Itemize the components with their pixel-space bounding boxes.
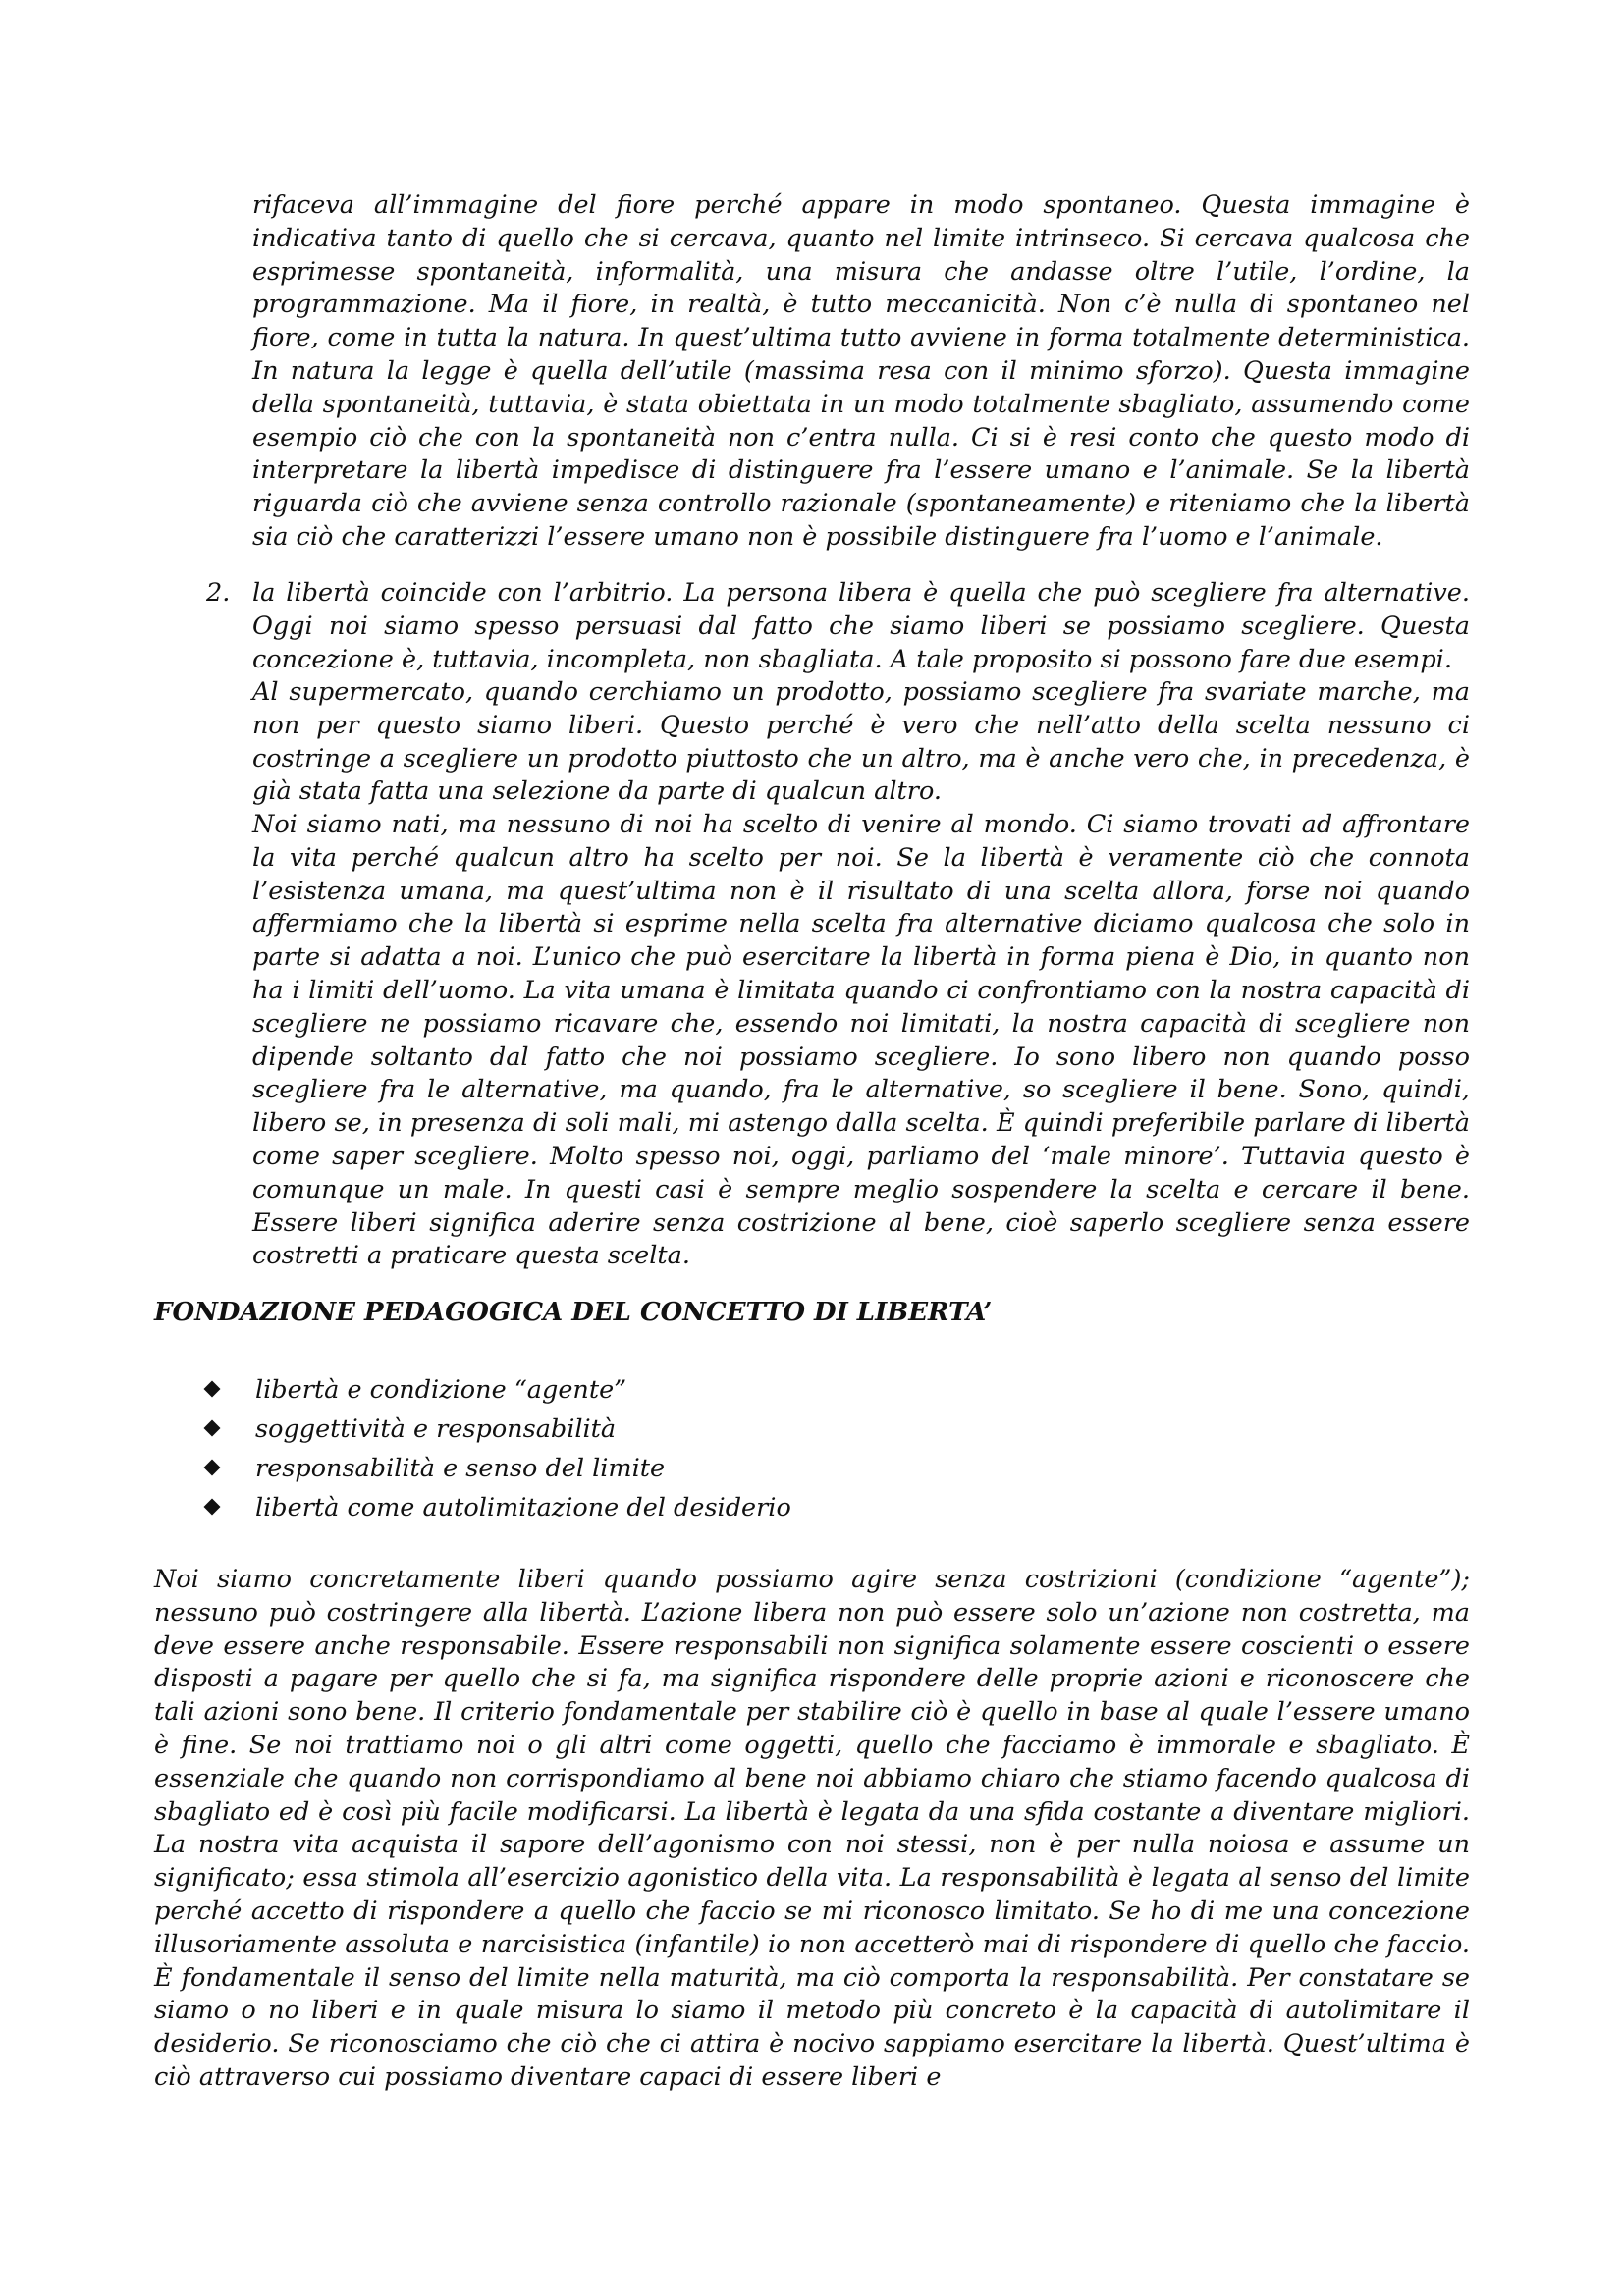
bullet-item: [206, 1410, 791, 1449]
section-paragraph: Noi siamo concretamente liberi quando possiamo agire senza costrizioni (condizione “agente”); nessuno può costringere alla libertà. L’azione libera non può essere solo un’azione non costretta, ma deve essere anche responsabile. Essere responsabili non significa solamente essere coscienti o essere disposti a pagare per quello che si fa, ma significa rispondere delle proprie azioni e riconoscere che tali azioni sono bene. Il criterio fondamentale per stabilire ciò è quello in base al quale l’essere umano è fine. Se noi trattiamo noi o gli altri come oggetti, quello che facciamo è immorale e sbagliato. È essenziale che quando non corrispondiamo al bene noi abbiamo chiaro che stiamo facendo qualcosa di sbagliato ed è così più facile modificarsi. La libertà è legata da una sfida costante a diventare migliori. La nostra vita acquista il sapore dell’agonismo con noi stessi, non è per nulla noiosa e assume un significato; essa stimola all’esercizio agonistico della vita. La responsabilità è legata al senso del limite perché accetto di rispondere a quello che faccio se mi riconosco limitato. Se ho di me una concezione illusoriamente assoluta e narcisistica (infantile) io non accetterò mai di rispondere di quello che faccio. È fondamentale il senso del limite nella maturità, ma ciò comporta la responsabilità. Per constatare se siamo o no liberi e in quale misura lo siamo il metodo più concreto è la capacità di autolimitare il desiderio. Se riconosciamo che ciò che ci attira è nocivo sappiamo esercitare la libertà. Quest’ultima è ciò attraverso cui possiamo diventare capaci di essere liberi e: [154, 1565, 1470, 2092]
bullet-text: responsabilità e senso del limite: [255, 1454, 666, 1483]
diamond-bullet-icon: [204, 1460, 221, 1476]
bullet-item: [206, 1488, 791, 1527]
bullet-list: [206, 1370, 791, 1527]
diamond-bullet-icon: [204, 1420, 221, 1437]
bullet-text: libertà e condizione “agente”: [255, 1375, 627, 1405]
list-item-text: la libertà coincide con l’arbitrio. La persona libera è quella che può scegliere fra alternative. Oggi noi siamo spesso persuasi dal fatto che siamo liberi se possiamo scegliere. Questa concezione è, tuttavia, incompleta, non sbagliata. A tale proposito si possono fare due esempi.: [252, 578, 1470, 674]
section-heading: FONDAZIONE PEDAGOGICA DEL CONCETTO DI LIBERTA’: [154, 1298, 993, 1327]
diamond-bullet-icon: [204, 1381, 221, 1398]
bullet-text: soggettività e responsabilità: [255, 1415, 617, 1444]
list-item-number: 2.: [206, 578, 231, 608]
bullet-item: [206, 1449, 791, 1488]
continuation-paragraph: rifaceva all’immagine del fiore perché appare in modo spontaneo. Questa immagine è indicativa tanto di quello che si cercava, quanto nel limite intrinseco. Si cercava qualcosa che esprimesse spontaneità, informalità, una misura che andasse oltre l’utile, l’ordine, la programmazione. Ma il fiore, in realtà, è tutto meccanicità. Non c’è nulla di spontaneo nel fiore, come in tutta la natura. In quest’ultima tutto avviene in forma totalmente deterministica. In natura la legge è quella dell’utile (massima resa con il minimo sforzo). Questa immagine della spontaneità, tuttavia, è stata obiettata in un modo totalmente sbagliato, assumendo come esempio ciò che con la spontaneità non c’entra nulla. Ci si è resi conto che questo modo di interpretare la libertà impedisce di distinguere fra l’essere umano e l’animale. Se la libertà riguarda ciò che avviene senza controllo razionale (spontaneamente) e riteniamo che la libertà sia ciò che caratterizzi l’essere umano non è possibile distinguere fra l’uomo e l’animale.: [252, 190, 1470, 552]
bullet-item: [206, 1370, 791, 1410]
example-paragraph-supermarket: Al supermercato, quando cerchiamo un prodotto, possiamo scegliere fra svariate marche, ma non per questo siamo liberi. Questo perché è vero che nell’atto della scelta nessuno ci costringe a scegliere un prodotto piuttosto che un altro, ma è anche vero che, in precedenza, è già stata fatta una selezione da parte di qualcun altro.: [252, 677, 1470, 807]
diamond-bullet-icon: [204, 1499, 221, 1516]
bullet-text: libertà come autolimitazione del desiderio: [255, 1493, 791, 1522]
example-paragraph-birth: Noi siamo nati, ma nessuno di noi ha scelto di venire al mondo. Ci siamo trovati ad affrontare la vita perché qualcun altro ha scelto per noi. Se la libertà è veramente ciò che connota l’esistenza umana, ma quest’ultima non è il risultato di una scelta allora, forse noi quando affermiamo che la libertà si esprime nella scelta fra alternative diciamo qualcosa che solo in parte si adatta a noi. L’unico che può esercitare la libertà in forma piena è Dio, in quanto non ha i limiti dell’uomo. La vita umana è limitata quando ci confrontiamo con la nostra capacità di scegliere ne possiamo ricavare che, essendo noi limitati, la nostra capacità di scegliere non dipende soltanto dal fatto che noi possiamo scegliere. Io sono libero non quando posso scegliere fra le alternative, ma quando, fra le alternative, so scegliere il bene. Sono, quindi, libero se, in presenza di soli mali, mi astengo dalla scelta. È quindi preferibile parlare di libertà come saper scegliere. Molto spesso noi, oggi, parliamo del ‘male minore’. Tuttavia questo è comunque un male. In questi casi è sempre meglio sospendere la scelta e cercare il bene. Essere liberi significa aderire senza costrizione al bene, cioè saperlo scegliere senza essere costretti a praticare questa scelta.: [252, 810, 1470, 1271]
